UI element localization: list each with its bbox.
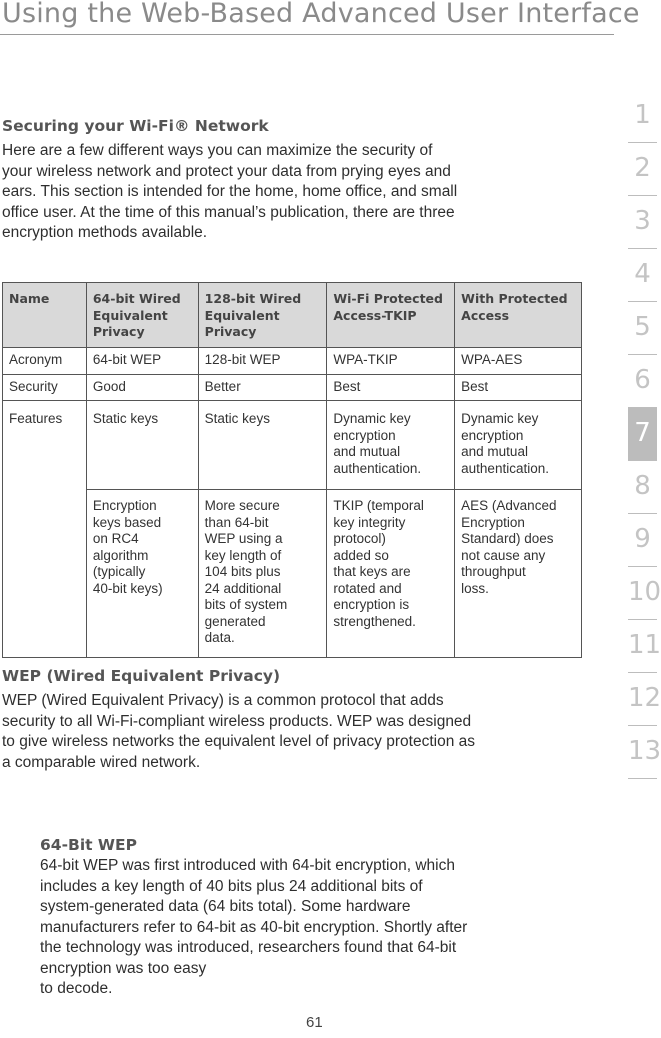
chapter-tab-3[interactable]: 3 xyxy=(628,196,657,249)
chapter-tab-5[interactable]: 5 xyxy=(628,302,657,355)
text-line: encryption xyxy=(461,427,524,443)
text-line: protocol) xyxy=(333,531,386,546)
text-line: Encryption xyxy=(92,498,157,513)
text-line: Equivalent xyxy=(92,307,168,323)
table-cell: Acronym xyxy=(3,348,87,375)
text-line: bits of system xyxy=(204,597,288,612)
text-line: Dynamic key xyxy=(333,411,411,426)
page-number: 61 xyxy=(306,1014,323,1031)
text-line: and mutual xyxy=(333,444,401,459)
wep-paragraph xyxy=(2,691,587,773)
text-line: office user. At the time of this manual’s publication, there are three xyxy=(2,203,455,221)
text-line: WEP (Wired Equivalent Privacy) is a common protocol that adds xyxy=(2,692,444,709)
text-line: than 64-bit xyxy=(204,514,269,530)
chapter-tab-7[interactable]: 7 xyxy=(628,408,657,461)
text-line: WEP using a xyxy=(204,531,283,546)
chapter-tab-1[interactable]: 1 xyxy=(628,90,657,143)
text-line: added so xyxy=(333,547,389,563)
text-line: Access-TKIP xyxy=(333,307,417,323)
text-line: Privacy xyxy=(204,324,257,339)
text-line: ears. This section is intended for the home, home office, and small xyxy=(2,183,458,200)
text-line: authentication. xyxy=(333,460,422,476)
chapter-tab-6[interactable]: 6 xyxy=(628,355,657,408)
wep64-heading: 64-Bit WEP xyxy=(40,836,137,854)
text-line: Equivalent xyxy=(204,307,280,323)
text-line: 128-bit Wired xyxy=(204,291,302,306)
page-header-title: Using the Web-Based Advanced User Interface xyxy=(2,0,640,29)
table-cell: Best xyxy=(327,374,455,401)
text-line: security to all Wi-Fi-compliant wireless products. WEP was designed xyxy=(2,712,472,730)
text-line: Access xyxy=(461,307,510,323)
chapter-tab-2[interactable]: 2 xyxy=(628,143,657,196)
header-divider xyxy=(0,34,614,35)
text-line: Here are a few different ways you can maximize the security of xyxy=(2,142,433,159)
table-cell xyxy=(198,490,327,658)
table-cell: Security xyxy=(3,374,87,401)
table-cell: Best xyxy=(455,374,582,401)
text-line: encryption xyxy=(333,427,396,443)
text-line: on RC4 xyxy=(92,531,139,546)
text-line: encryption methods available. xyxy=(2,224,208,241)
text-line: keys based xyxy=(92,514,162,530)
text-line: 104 bits plus xyxy=(204,564,281,579)
text-line: TKIP (temporal xyxy=(333,498,424,513)
securing-paragraph xyxy=(2,141,572,244)
text-line: Standard) does xyxy=(461,531,554,546)
table-cell: WPA-AES xyxy=(455,348,582,375)
text-line: data. xyxy=(204,630,235,645)
chapter-tab-11[interactable]: 11 xyxy=(628,620,657,673)
text-line: that keys are xyxy=(333,564,411,579)
chapter-tab-9[interactable]: 9 xyxy=(628,514,657,567)
table-cell: WPA-TKIP xyxy=(327,348,455,375)
header-cell xyxy=(455,283,582,348)
table-cell xyxy=(327,401,455,490)
text-line: and mutual xyxy=(461,444,528,459)
table-header-row xyxy=(3,283,582,348)
chapter-tab-10[interactable]: 10 xyxy=(628,567,657,620)
text-line: throughput xyxy=(461,564,526,579)
text-line: a comparable wired network. xyxy=(2,753,201,771)
text-line: includes a key length of 40 bits plus 24 additional bits of xyxy=(40,877,423,895)
table-cell xyxy=(86,490,198,658)
text-line: manufacturers refer to 64-bit as 40-bit encryption. Shortly after xyxy=(40,918,468,936)
text-line: Static keys xyxy=(92,411,159,426)
wep64-paragraph xyxy=(40,856,575,1000)
table-cell xyxy=(455,490,582,658)
text-line: (typically xyxy=(92,564,146,579)
text-line: Privacy xyxy=(92,324,145,339)
chapter-tab-8[interactable]: 8 xyxy=(628,461,657,514)
table-cell: Better xyxy=(198,374,327,401)
table-cell xyxy=(455,401,582,490)
table-row-acronym xyxy=(3,348,582,375)
text-line: With Protected xyxy=(461,291,568,306)
text-line: Name xyxy=(9,291,50,306)
table-cell: 64-bit WEP xyxy=(86,348,198,375)
header-cell xyxy=(86,283,198,348)
table-row-features-detail xyxy=(3,490,582,658)
chapter-tab-4[interactable]: 4 xyxy=(628,249,657,302)
text-line: More secure xyxy=(204,498,280,513)
text-line: Dynamic key xyxy=(461,411,539,426)
header-cell xyxy=(327,283,455,348)
text-line: 24 additional xyxy=(204,580,282,596)
text-line: to give wireless networks the equivalent level of privacy protection as xyxy=(2,733,475,750)
encryption-methods-table xyxy=(2,282,582,658)
chapter-tab-13[interactable]: 13 xyxy=(628,726,657,779)
table-cell: Features xyxy=(3,401,87,658)
text-line: key integrity xyxy=(333,514,406,530)
chapter-index xyxy=(628,90,661,779)
text-line: 64-bit Wired xyxy=(92,291,181,306)
text-line: algorithm xyxy=(92,547,149,563)
table-row-security xyxy=(3,374,582,401)
header-cell xyxy=(3,283,87,348)
text-line: strengthened. xyxy=(333,613,416,629)
table-cell xyxy=(198,401,327,490)
table-cell: Good xyxy=(86,374,198,401)
text-line: your wireless network and protect your data from prying eyes and xyxy=(2,162,451,180)
text-line: encryption was too easy xyxy=(40,959,207,977)
chapter-tab-12[interactable]: 12 xyxy=(628,673,657,726)
text-line: generated xyxy=(204,613,266,629)
text-line: system-generated data (64 bits total). Some hardware xyxy=(40,898,411,915)
securing-heading: Securing your Wi-Fi® Network xyxy=(2,117,269,135)
text-line: Static keys xyxy=(204,411,270,426)
text-line: Wi-Fi Protected xyxy=(333,291,443,306)
wep-heading: WEP (Wired Equivalent Privacy) xyxy=(2,667,281,685)
text-line: authentication. xyxy=(461,460,549,476)
text-line: the technology was introduced, researchers found that 64-bit xyxy=(40,939,457,956)
text-line: 40-bit keys) xyxy=(92,580,163,596)
table-cell: 128-bit WEP xyxy=(198,348,327,375)
text-line: key length of xyxy=(204,547,282,563)
text-line: Encryption xyxy=(461,514,525,530)
text-line: AES (Advanced xyxy=(461,498,557,513)
text-line: 64-bit WEP was first introduced with 64-bit encryption, which xyxy=(40,857,455,874)
text-line: rotated and xyxy=(333,580,402,596)
table-cell xyxy=(327,490,455,658)
text-line: to decode. xyxy=(40,980,113,997)
text-line: encryption is xyxy=(333,597,410,612)
table-row-features xyxy=(3,401,582,490)
text-line: not cause any xyxy=(461,547,546,563)
table-cell xyxy=(86,401,198,490)
text-line: loss. xyxy=(461,580,489,596)
header-cell xyxy=(198,283,327,348)
